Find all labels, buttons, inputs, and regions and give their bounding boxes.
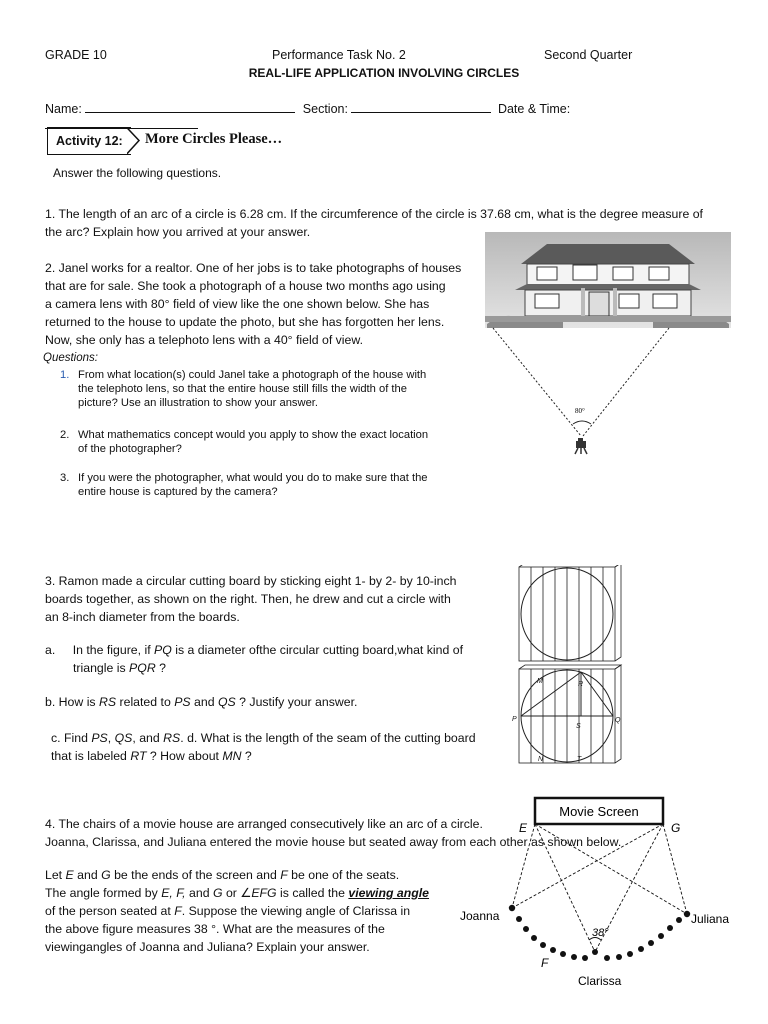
point-label-p: P xyxy=(512,716,517,723)
sub-question-line: of the photographer? xyxy=(78,443,182,455)
text: related to xyxy=(116,695,175,709)
question-4-line: Joanna, Clarissa, and Juliana entered the movie house but seated away from each other as shown below. xyxy=(45,835,622,849)
text: and xyxy=(190,695,218,709)
question-3-line: boards together, as shown on the right. Then, he drew and cut a circle with xyxy=(45,592,451,606)
boards-bottom xyxy=(519,665,621,763)
field-of-view-left xyxy=(493,328,581,436)
question-3a xyxy=(45,641,463,677)
term: E, F, xyxy=(161,886,186,900)
quarter-label: Second Quarter xyxy=(544,48,633,62)
text: is called the xyxy=(276,886,349,900)
text: triangle is xyxy=(73,661,130,675)
activity-label: Activity 12: xyxy=(47,127,131,155)
text: The angle formed by xyxy=(45,886,162,900)
term: QS xyxy=(114,731,133,745)
question-3 xyxy=(45,572,456,626)
text: the above figure measures 38 °. What are the measures of the xyxy=(45,922,385,936)
sub-question-line: picture? Use an illustration to show your answer. xyxy=(78,397,319,409)
angle-label: 38° xyxy=(592,927,609,939)
term: RS xyxy=(99,695,117,709)
text: ? xyxy=(241,749,252,763)
question-4-line: 4. The chairs of a movie house are arranged consecutively like an arc of a circle. xyxy=(45,817,483,831)
text: . Suppose the viewing angle of Clarissa in xyxy=(181,904,411,918)
text: viewingangles of Joanna and Juliana? Explain your answer. xyxy=(45,940,370,954)
question-2-line: Now, she only has a telephoto lens with a 40° field of view. xyxy=(45,333,363,347)
sub-question-line: entire house is captured by the camera? xyxy=(78,486,278,498)
text: and xyxy=(73,868,102,882)
term: F xyxy=(174,904,182,918)
item-label: a. xyxy=(45,643,56,657)
activity-arrow-icon xyxy=(127,127,141,155)
question-4-details xyxy=(45,866,429,956)
movie-house-figure xyxy=(455,792,755,992)
question-2 xyxy=(45,259,461,349)
section-label: Section: xyxy=(302,102,348,116)
text: of the person seated at xyxy=(45,904,175,918)
name-field[interactable] xyxy=(85,100,295,113)
text: or ∠ xyxy=(222,886,252,900)
text: Let xyxy=(45,868,66,882)
cutting-board-figure xyxy=(505,565,625,775)
sub-question-number: 2. xyxy=(60,429,70,441)
clarissa-label: Clarissa xyxy=(578,974,622,988)
angle-arc xyxy=(573,421,591,424)
sub-question-line: If you were the photographer, what would you do to make sure that the xyxy=(78,472,428,484)
text: c. Find xyxy=(51,731,92,745)
point-label-q: Q xyxy=(615,717,621,724)
point-label-s: S xyxy=(576,723,581,730)
datetime-label: Date & Time: xyxy=(497,102,571,116)
term: PQ xyxy=(154,643,172,657)
term: RS xyxy=(163,731,181,745)
question-2-line: that are for sale. She took a photograph of a house two months ago using xyxy=(45,279,446,293)
grade-label: GRADE 10 xyxy=(45,48,107,62)
house-figure xyxy=(485,232,731,462)
text: ? xyxy=(155,661,166,675)
question-3-line: 3. Ramon made a circular cutting board by sticking eight 1- by 2- by 10-inch xyxy=(45,574,457,588)
term: E xyxy=(65,868,74,882)
questions-label: Questions: xyxy=(43,352,98,364)
term: F xyxy=(280,868,288,882)
text: be the ends of the screen and xyxy=(110,868,281,882)
text: ? Justify your answer. xyxy=(235,695,358,709)
field-of-view-right xyxy=(583,328,669,436)
term: PQR xyxy=(129,661,156,675)
sub-question-line: What mathematics concept would you apply to show the exact location xyxy=(78,429,429,441)
term: QS xyxy=(217,695,236,709)
text: In the figure, if xyxy=(72,643,155,657)
sub-question-number: 1. xyxy=(60,369,70,381)
text: , xyxy=(107,731,115,745)
sub-question-line: From what location(s) could Janel take a photograph of the house with xyxy=(78,369,427,381)
text: ? How about xyxy=(146,749,223,763)
name-label: Name: xyxy=(45,102,82,116)
term: EFG xyxy=(251,886,277,900)
term: G xyxy=(212,886,223,900)
term: MN xyxy=(222,749,242,763)
text: . d. What is the length of the seam of the cutting board xyxy=(180,731,476,745)
point-label-r: R xyxy=(578,681,584,688)
text: is a diameter ofthe circular cutting board,what kind of xyxy=(171,643,463,657)
term: RT xyxy=(130,749,147,763)
key-term: viewing angle xyxy=(348,886,430,900)
question-3-line: an 8-inch diameter from the boards. xyxy=(45,610,240,624)
text: b. How is xyxy=(45,695,99,709)
instructions: Answer the following questions. xyxy=(53,166,222,180)
point-label-n: N xyxy=(538,756,544,763)
term: G xyxy=(101,868,111,882)
point-label-e: E xyxy=(519,821,528,835)
question-3b xyxy=(45,693,357,711)
juliana-label: Juliana xyxy=(691,912,730,926)
joanna-label: Joanna xyxy=(460,909,500,923)
movie-screen-label: Movie Screen xyxy=(559,804,639,819)
activity-heading xyxy=(47,127,287,155)
question-1-line: 1. The length of an arc of a circle is 6.28 cm. If the circumference of the circle is 37.68 cm, what is the degree measure of xyxy=(45,207,703,221)
boards-top xyxy=(519,565,621,661)
sub-question-line: the telephoto lens, so that the entire house still fills the width of the xyxy=(78,383,407,395)
question-2-line: a camera lens with 80° field of view like the one shown below. She has xyxy=(45,297,430,311)
section-field[interactable] xyxy=(351,100,491,113)
task-label: Performance Task No. 2 xyxy=(272,48,406,62)
point-label-g: G xyxy=(671,821,681,835)
sub-question-number: 3. xyxy=(60,472,70,484)
question-2-line: returned to the house to update the photo, but she has forgotten her lens. xyxy=(45,315,445,329)
angle-label: 80° xyxy=(575,407,585,415)
text: that is labeled xyxy=(51,749,131,763)
question-2-line: 2. Janel works for a realtor. One of her jobs is to take photographs of houses xyxy=(45,261,462,275)
activity-title: More Circles Please… xyxy=(145,131,283,147)
term: PS xyxy=(174,695,191,709)
question-3c xyxy=(51,729,476,765)
term: PS xyxy=(91,731,108,745)
point-label-f: F xyxy=(541,956,549,970)
page-title: REAL-LIFE APPLICATION INVOLVING CIRCLES xyxy=(248,66,520,80)
text: be one of the seats. xyxy=(287,868,400,882)
point-label-t: T xyxy=(577,756,582,763)
text: and xyxy=(185,886,213,900)
camera-tripod-icon xyxy=(575,438,587,454)
text: , and xyxy=(132,731,164,745)
point-label-m: M xyxy=(537,678,543,685)
question-1-line: the arc? Explain how you arrived at your answer. xyxy=(45,225,311,239)
